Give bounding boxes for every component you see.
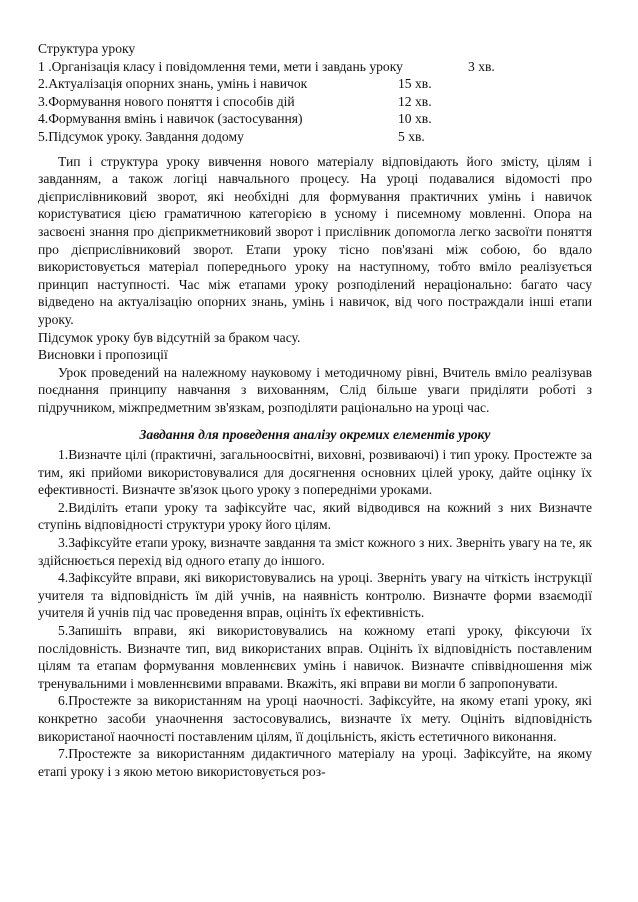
stage-duration: 15 хв. (398, 76, 432, 92)
stage-text: 5.Підсумок уроку. Завдання додому (38, 128, 244, 144)
stage-duration: 12 хв. (398, 93, 432, 109)
structure-heading: Структура уроку (38, 41, 136, 56)
stage-duration: 10 хв. (398, 111, 432, 127)
tasks-title: Завдання для проведення аналізу окремих елементів уроку (139, 427, 491, 443)
task-item: 5.Запишіть вправи, які використовувались на кожному етапі уроку, фіксуючи їх послідовність. Визначте тип, вид використаних вправ. Оцініть їх відповідність поставленим цілям та етапам формування мовленнєвих умінь і навичок. Визначте співвідношення між тренувальними і мовленнєвими вправами. Вкажіть, які вправи ви могли б запропонувати. (38, 623, 592, 691)
stage-text: 1 .Організація класу і повідомлення теми, мети і завдань уроку (38, 58, 403, 74)
stage-row (38, 93, 592, 111)
stage-row (38, 128, 592, 146)
task-item: 4.Зафіксуйте вправи, які використовувались на уроці. Зверніть увагу на чіткість інструкції учителя та відповідність їм дій учнів, на наявність контролю. Визначте форми взаємодії учителя й учнів під час проведення вправ, оцініть їх ефективність. (38, 570, 592, 621)
document-page (38, 40, 592, 780)
stage-duration: 5 хв. (398, 128, 425, 144)
stage-text: 2.Актуалізація опорних знань, умінь і навичок (38, 76, 308, 92)
stage-text: 4.Формування вмінь і навичок (застосування) (38, 111, 303, 127)
task-item: 6.Простежте за використанням на уроці наочності. Зафіксуйте, на якому етапі уроку, які конкретно засоби унаочнення застосовувались, визначте їх мету. Оцініть відповідність використаної наочності поставленим цілям, її доцільність, якість естетичного виконання. (38, 693, 592, 744)
conclusions-paragraph: Урок проведений на належному науковому і методичному рівні, Вчитель вміло реалізував поєднання принципу навчання з вихованням, Слід більше уваги приділяти роботі з підручником, міжпредметним зв'язкам, розподіляти раціонально на уроці час. (38, 364, 592, 415)
conclusions-heading: Висновки і пропозиції (38, 347, 168, 363)
task-item: 7.Простежте за використанням дидактичного матеріалу на уроці. Зафіксуйте, на якому етапі уроку і з якою метою використовується роз- (38, 746, 592, 779)
task-item: 3.Зафіксуйте етапи уроку, визначте завдання та зміст кожного з них. Зверніть увагу на те, як здійснюється перехід від одного етапу до іншого. (38, 535, 592, 568)
stage-row (38, 110, 592, 128)
task-item: 2.Виділіть етапи уроку та зафіксуйте час, який відводився на кожний з них Визначте ступінь відповідності структури уроку його цілям. (38, 499, 592, 533)
analysis-paragraph: Тип і структура уроку вивчення нового матеріалу відповідають його змісту, цілям і завданням, а також логіці навчального процесу. На уроці подавалися відомості про дієприслівниковий зворот, які необхідні для формування практичних умінь і навичок користуватися цією граматичною категорією в усному і писемному мовленні. Опора на засвоєні знання про дієприкметниковий зворот і прислівник допомогла легко засвоїти поняття про дієприслівниковий зворот. Етапи уроку тісно пов'язані між собою, бо вдало використовується матеріал попереднього уроку на наступному, тобто вміло реалізується принцип наступності. Час між етапами уроку розподілений нераціонально: багато часу відведено на актуалізацію опорних знань, умінь і навичок, від чого постраждали інші етапи уроку. (38, 153, 592, 327)
stage-duration: 3 хв. (468, 58, 495, 74)
stage-row (38, 58, 592, 76)
task-item: 1.Визначте цілі (практичні, загальноосвітні, виховні, розвиваючі) і тип уроку. Простежте за тим, які прийоми використовувалися для досягнення основних цілей уроку, дайте оцінку їх ефективності. Визначте зв'язок цього уроку з попередніми уроками. (38, 447, 592, 498)
stage-row (38, 75, 592, 93)
stage-text: 3.Формування нового поняття і способів дій (38, 93, 295, 109)
analysis-last-line: Підсумок уроку був відсутній за браком часу. (38, 329, 301, 345)
